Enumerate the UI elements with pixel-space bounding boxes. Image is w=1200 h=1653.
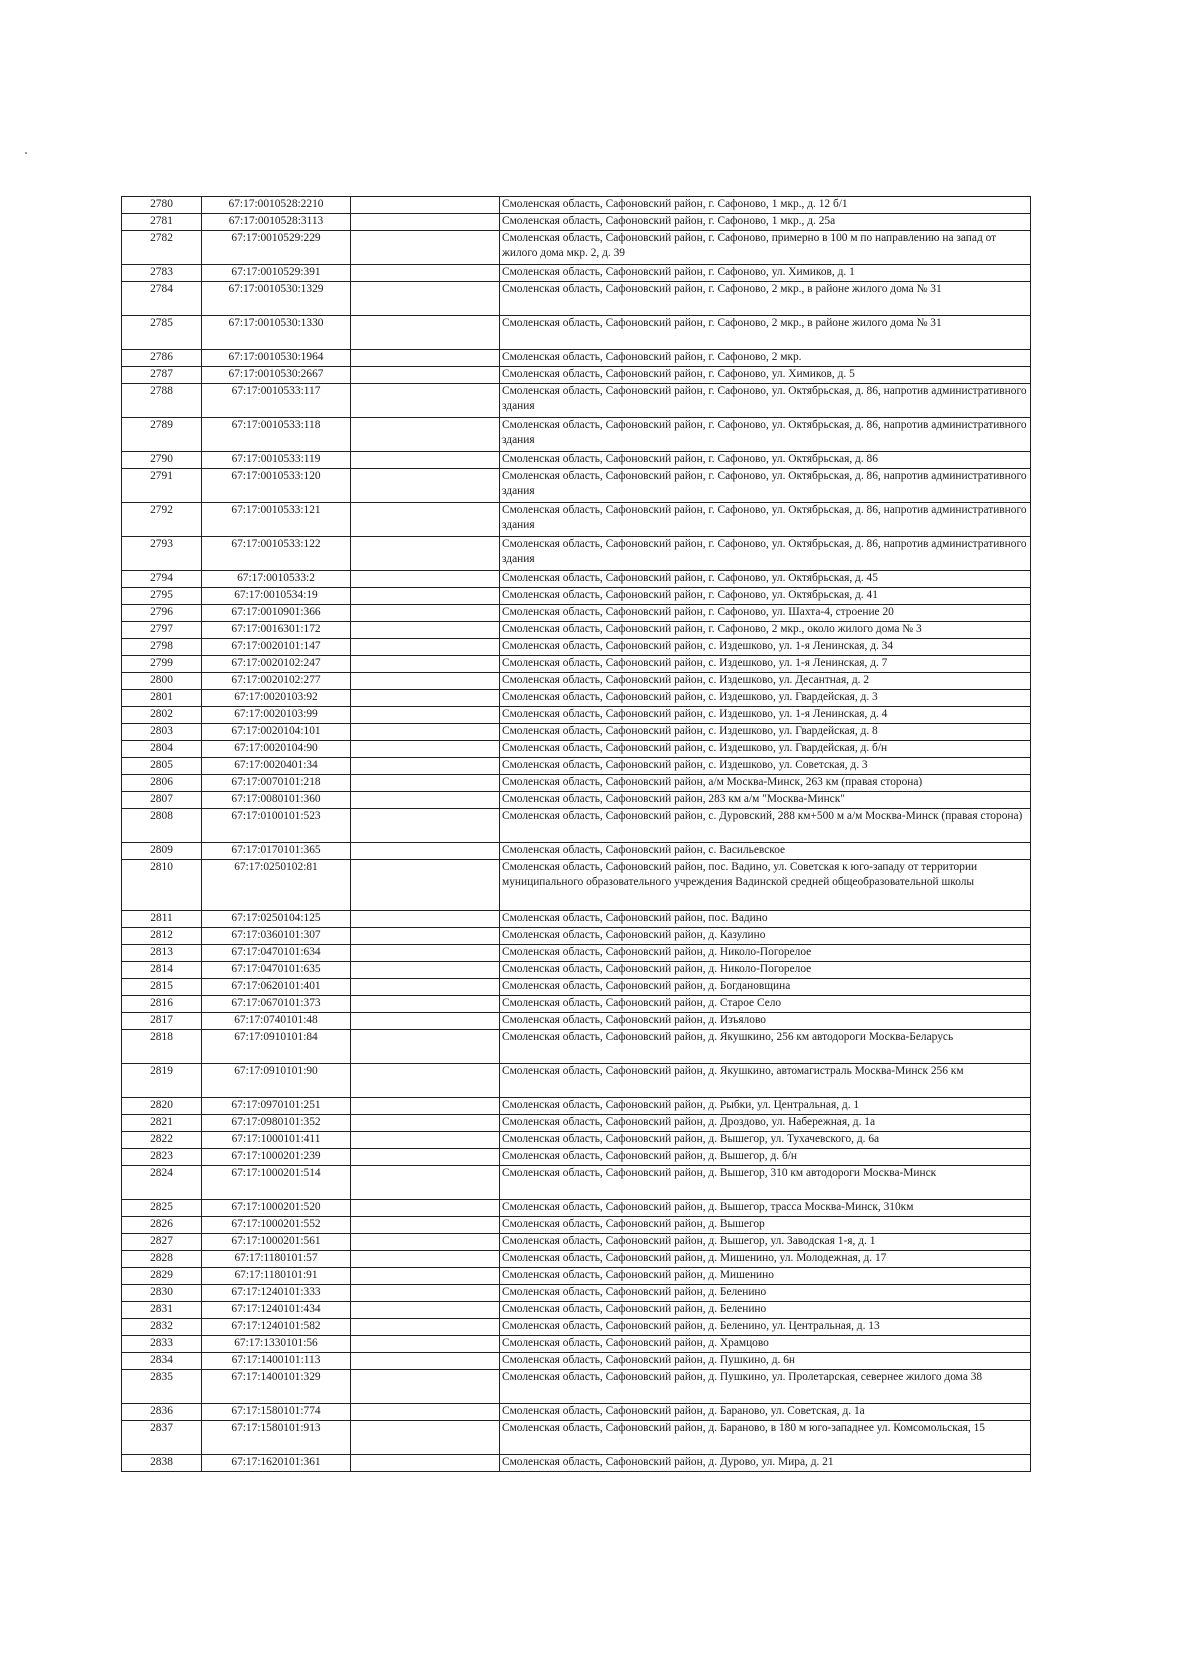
empty-cell — [351, 1302, 500, 1319]
cadastral-number: 67:17:0010529:391 — [202, 265, 351, 282]
cadastral-number: 67:17:1240101:333 — [202, 1285, 351, 1302]
row-number: 2787 — [122, 367, 202, 384]
address-cell: Смоленская область, Сафоновский район, г. Сафоново, 1 мкр., д. 25а — [500, 214, 1031, 231]
table-row — [122, 1064, 1031, 1098]
table-row — [122, 741, 1031, 758]
row-number: 2785 — [122, 316, 202, 350]
empty-cell — [351, 911, 500, 928]
row-number: 2799 — [122, 656, 202, 673]
cadastral-number: 67:17:0010534:19 — [202, 588, 351, 605]
address-cell: Смоленская область, Сафоновский район, д. Беленино — [500, 1302, 1031, 1319]
row-number: 2801 — [122, 690, 202, 707]
address-cell: Смоленская область, Сафоновский район, г. Сафоново, ул. Шахта-4, строение 20 — [500, 605, 1031, 622]
cadastral-number: 67:17:0020401:34 — [202, 758, 351, 775]
row-number: 2803 — [122, 724, 202, 741]
table-row — [122, 1336, 1031, 1353]
row-number: 2822 — [122, 1132, 202, 1149]
empty-cell — [351, 1200, 500, 1217]
cadastral-number: 67:17:1000201:239 — [202, 1149, 351, 1166]
address-cell: Смоленская область, Сафоновский район, г. Сафоново, ул. Октябрьская, д. 86, напротив административного здания — [500, 537, 1031, 571]
table-row — [122, 673, 1031, 690]
cadastral-number: 67:17:0010530:2667 — [202, 367, 351, 384]
cadastral-number: 67:17:0016301:172 — [202, 622, 351, 639]
row-number: 2781 — [122, 214, 202, 231]
address-cell: Смоленская область, Сафоновский район, д. Бараново, в 180 м юго-западнее ул. Комсомольская, 15 — [500, 1421, 1031, 1455]
empty-cell — [351, 1166, 500, 1200]
row-number: 2797 — [122, 622, 202, 639]
cadastral-number: 67:17:0010533:122 — [202, 537, 351, 571]
address-cell: Смоленская область, Сафоновский район, г. Сафоново, ул. Химиков, д. 5 — [500, 367, 1031, 384]
table-row — [122, 809, 1031, 843]
cadastral-number: 67:17:0620101:401 — [202, 979, 351, 996]
row-number: 2833 — [122, 1336, 202, 1353]
cadastral-number: 67:17:0470101:635 — [202, 962, 351, 979]
address-cell: Смоленская область, Сафоновский район, д. Вышегор, д. б/н — [500, 1149, 1031, 1166]
table-row — [122, 503, 1031, 537]
cadastral-number: 67:17:0010533:117 — [202, 384, 351, 418]
table-row — [122, 996, 1031, 1013]
cadastral-number: 67:17:1000201:520 — [202, 1200, 351, 1217]
row-number: 2820 — [122, 1098, 202, 1115]
row-number: 2834 — [122, 1353, 202, 1370]
row-number: 2830 — [122, 1285, 202, 1302]
address-cell: Смоленская область, Сафоновский район, д. Вышегор, ул. Заводская 1-я, д. 1 — [500, 1234, 1031, 1251]
cadastral-number: 67:17:0010533:118 — [202, 418, 351, 452]
cadastral-number: 67:17:0250104:125 — [202, 911, 351, 928]
empty-cell — [351, 197, 500, 214]
row-number: 2806 — [122, 775, 202, 792]
table-row — [122, 758, 1031, 775]
address-cell: Смоленская область, Сафоновский район, д. Николо-Погорелое — [500, 962, 1031, 979]
table-row — [122, 1013, 1031, 1030]
table-row — [122, 962, 1031, 979]
empty-cell — [351, 707, 500, 724]
table-row — [122, 1319, 1031, 1336]
empty-cell — [351, 1353, 500, 1370]
empty-cell — [351, 1251, 500, 1268]
row-number: 2789 — [122, 418, 202, 452]
cadastral-number: 67:17:1400101:113 — [202, 1353, 351, 1370]
address-cell: Смоленская область, Сафоновский район, д. Беленино, ул. Центральная, д. 13 — [500, 1319, 1031, 1336]
table-row — [122, 384, 1031, 418]
cadastral-number: 67:17:0980101:352 — [202, 1115, 351, 1132]
address-cell: Смоленская область, Сафоновский район, д. Дроздово, ул. Набережная, д. 1а — [500, 1115, 1031, 1132]
cadastral-number: 67:17:0910101:90 — [202, 1064, 351, 1098]
table-row — [122, 639, 1031, 656]
row-number: 2790 — [122, 452, 202, 469]
row-number: 2831 — [122, 1302, 202, 1319]
cadastral-number: 67:17:0010528:3113 — [202, 214, 351, 231]
cadastral-number: 67:17:0170101:365 — [202, 843, 351, 860]
empty-cell — [351, 1115, 500, 1132]
empty-cell — [351, 1013, 500, 1030]
empty-cell — [351, 996, 500, 1013]
table-row — [122, 1217, 1031, 1234]
empty-cell — [351, 792, 500, 809]
table-row — [122, 350, 1031, 367]
row-number: 2824 — [122, 1166, 202, 1200]
cadastral-number: 67:17:1000101:411 — [202, 1132, 351, 1149]
table-row — [122, 1030, 1031, 1064]
empty-cell — [351, 962, 500, 979]
row-number: 2786 — [122, 350, 202, 367]
empty-cell — [351, 214, 500, 231]
address-cell: Смоленская область, Сафоновский район, д. Вышегор — [500, 1217, 1031, 1234]
empty-cell — [351, 775, 500, 792]
address-cell: Смоленская область, Сафоновский район, д. Бараново, ул. Советская, д. 1а — [500, 1404, 1031, 1421]
cadastral-number: 67:17:0670101:373 — [202, 996, 351, 1013]
empty-cell — [351, 639, 500, 656]
empty-cell — [351, 860, 500, 911]
row-number: 2838 — [122, 1455, 202, 1472]
cadastral-number: 67:17:0020104:90 — [202, 741, 351, 758]
address-cell: Смоленская область, Сафоновский район, д. Якушкино, 256 км автодороги Москва-Беларусь — [500, 1030, 1031, 1064]
row-number: 2810 — [122, 860, 202, 911]
empty-cell — [351, 724, 500, 741]
row-number: 2825 — [122, 1200, 202, 1217]
address-cell: Смоленская область, Сафоновский район, д. Николо-Погорелое — [500, 945, 1031, 962]
table-row — [122, 1132, 1031, 1149]
address-cell: Смоленская область, Сафоновский район, д. Пушкино, д. 6н — [500, 1353, 1031, 1370]
address-cell: Смоленская область, Сафоновский район, с. Издешково, ул. 1-я Ленинская, д. 4 — [500, 707, 1031, 724]
empty-cell — [351, 384, 500, 418]
address-cell: Смоленская область, Сафоновский район, пос. Вадино — [500, 911, 1031, 928]
row-number: 2800 — [122, 673, 202, 690]
address-cell: Смоленская область, Сафоновский район, д. Пушкино, ул. Пролетарская, севернее жилого дома 38 — [500, 1370, 1031, 1404]
row-number: 2780 — [122, 197, 202, 214]
table-row — [122, 707, 1031, 724]
table-row — [122, 1285, 1031, 1302]
row-number: 2815 — [122, 979, 202, 996]
empty-cell — [351, 1421, 500, 1455]
address-cell: Смоленская область, Сафоновский район, с. Издешково, ул. Советская, д. 3 — [500, 758, 1031, 775]
address-cell: Смоленская область, Сафоновский район, д. Дурово, ул. Мира, д. 21 — [500, 1455, 1031, 1472]
table-row — [122, 1115, 1031, 1132]
table-row — [122, 605, 1031, 622]
address-cell: Смоленская область, Сафоновский район, с. Васильевское — [500, 843, 1031, 860]
row-number: 2795 — [122, 588, 202, 605]
row-number: 2794 — [122, 571, 202, 588]
address-cell: Смоленская область, Сафоновский район, 283 км а/м "Москва-Минск" — [500, 792, 1031, 809]
cadastral-number: 67:17:0020102:247 — [202, 656, 351, 673]
address-cell: Смоленская область, Сафоновский район, г. Сафоново, ул. Химиков, д. 1 — [500, 265, 1031, 282]
table-row — [122, 588, 1031, 605]
cadastral-number: 67:17:0010901:366 — [202, 605, 351, 622]
empty-cell — [351, 537, 500, 571]
empty-cell — [351, 418, 500, 452]
cadastral-number: 67:17:0010528:2210 — [202, 197, 351, 214]
row-number: 2829 — [122, 1268, 202, 1285]
empty-cell — [351, 843, 500, 860]
row-number: 2828 — [122, 1251, 202, 1268]
row-number: 2837 — [122, 1421, 202, 1455]
empty-cell — [351, 469, 500, 503]
row-number: 2804 — [122, 741, 202, 758]
cadastral-number: 67:17:1400101:329 — [202, 1370, 351, 1404]
row-number: 2814 — [122, 962, 202, 979]
row-number: 2813 — [122, 945, 202, 962]
table-row — [122, 367, 1031, 384]
row-number: 2784 — [122, 282, 202, 316]
row-number: 2817 — [122, 1013, 202, 1030]
cadastral-number: 67:17:1000201:561 — [202, 1234, 351, 1251]
register-table-body — [122, 197, 1031, 1472]
table-row — [122, 724, 1031, 741]
cadastral-number: 67:17:1180101:57 — [202, 1251, 351, 1268]
cadastral-number: 67:17:1330101:56 — [202, 1336, 351, 1353]
table-row — [122, 1200, 1031, 1217]
table-row — [122, 1421, 1031, 1455]
row-number: 2823 — [122, 1149, 202, 1166]
empty-cell — [351, 452, 500, 469]
empty-cell — [351, 1149, 500, 1166]
empty-cell — [351, 945, 500, 962]
empty-cell — [351, 1319, 500, 1336]
cadastral-number: 67:17:1000201:514 — [202, 1166, 351, 1200]
row-number: 2826 — [122, 1217, 202, 1234]
table-row — [122, 1404, 1031, 1421]
empty-cell — [351, 673, 500, 690]
empty-cell — [351, 265, 500, 282]
empty-cell — [351, 1132, 500, 1149]
empty-cell — [351, 316, 500, 350]
table-row — [122, 1455, 1031, 1472]
cadastral-number: 67:17:0360101:307 — [202, 928, 351, 945]
cadastral-number: 67:17:1240101:582 — [202, 1319, 351, 1336]
row-number: 2788 — [122, 384, 202, 418]
row-number: 2809 — [122, 843, 202, 860]
empty-cell — [351, 1455, 500, 1472]
address-cell: Смоленская область, Сафоновский район, с. Издешково, ул. Гвардейская, д. б/н — [500, 741, 1031, 758]
table-row — [122, 792, 1031, 809]
row-number: 2793 — [122, 537, 202, 571]
address-cell: Смоленская область, Сафоновский район, пос. Вадино, ул. Советская к юго-западу от территории муниципального образовательного учреждения Вадинской средней общеобразовательной школы — [500, 860, 1031, 911]
cadastral-number: 67:17:0020103:92 — [202, 690, 351, 707]
cadastral-number: 67:17:0010530:1329 — [202, 282, 351, 316]
row-number: 2807 — [122, 792, 202, 809]
cadastral-number: 67:17:0740101:48 — [202, 1013, 351, 1030]
table-row — [122, 418, 1031, 452]
table-row — [122, 656, 1031, 673]
table-row — [122, 622, 1031, 639]
cadastral-number: 67:17:1180101:91 — [202, 1268, 351, 1285]
address-cell: Смоленская область, Сафоновский район, д. Богдановщина — [500, 979, 1031, 996]
empty-cell — [351, 1336, 500, 1353]
empty-cell — [351, 690, 500, 707]
row-number: 2808 — [122, 809, 202, 843]
table-row — [122, 1149, 1031, 1166]
empty-cell — [351, 1234, 500, 1251]
empty-cell — [351, 656, 500, 673]
cadastral-number: 67:17:0020103:99 — [202, 707, 351, 724]
table-row — [122, 843, 1031, 860]
row-number: 2818 — [122, 1030, 202, 1064]
cadastral-number: 67:17:0010533:120 — [202, 469, 351, 503]
address-cell: Смоленская область, Сафоновский район, д. Изъялово — [500, 1013, 1031, 1030]
address-cell: Смоленская область, Сафоновский район, а/м Москва-Минск, 263 км (правая сторона) — [500, 775, 1031, 792]
row-number: 2782 — [122, 231, 202, 265]
table-row — [122, 231, 1031, 265]
table-row — [122, 316, 1031, 350]
row-number: 2783 — [122, 265, 202, 282]
address-cell: Смоленская область, Сафоновский район, с. Издешково, ул. Десантная, д. 2 — [500, 673, 1031, 690]
empty-cell — [351, 367, 500, 384]
empty-cell — [351, 758, 500, 775]
address-cell: Смоленская область, Сафоновский район, г. Сафоново, 1 мкр., д. 12 б/1 — [500, 197, 1031, 214]
table-row — [122, 1370, 1031, 1404]
address-cell: Смоленская область, Сафоновский район, г. Сафоново, ул. Октябрьская, д. 86, напротив административного здания — [500, 384, 1031, 418]
address-cell: Смоленская область, Сафоновский район, г. Сафоново, ул. Октябрьская, д. 41 — [500, 588, 1031, 605]
address-cell: Смоленская область, Сафоновский район, д. Храмцово — [500, 1336, 1031, 1353]
address-cell: Смоленская область, Сафоновский район, г. Сафоново, ул. Октябрьская, д. 45 — [500, 571, 1031, 588]
address-cell: Смоленская область, Сафоновский район, г. Сафоново, 2 мкр. — [500, 350, 1031, 367]
address-cell: Смоленская область, Сафоновский район, д. Якушкино, автомагистраль Москва-Минск 256 км — [500, 1064, 1031, 1098]
table-row — [122, 469, 1031, 503]
table-row — [122, 911, 1031, 928]
table-row — [122, 214, 1031, 231]
empty-cell — [351, 979, 500, 996]
table-row — [122, 197, 1031, 214]
empty-cell — [351, 1098, 500, 1115]
table-row — [122, 1268, 1031, 1285]
row-number: 2792 — [122, 503, 202, 537]
cadastral-number: 67:17:0970101:251 — [202, 1098, 351, 1115]
empty-cell — [351, 622, 500, 639]
address-cell: Смоленская область, Сафоновский район, д. Мишенино — [500, 1268, 1031, 1285]
address-cell: Смоленская область, Сафоновский район, с. Издешково, ул. 1-я Ленинская, д. 34 — [500, 639, 1031, 656]
cadastral-number: 67:17:0080101:360 — [202, 792, 351, 809]
address-cell: Смоленская область, Сафоновский район, д. Вышегор, трасса Москва-Минск, 310км — [500, 1200, 1031, 1217]
cadastral-number: 67:17:1000201:552 — [202, 1217, 351, 1234]
empty-cell — [351, 741, 500, 758]
address-cell: Смоленская область, Сафоновский район, г. Сафоново, 2 мкр., в районе жилого дома № 31 — [500, 282, 1031, 316]
table-row — [122, 945, 1031, 962]
address-cell: Смоленская область, Сафоновский район, д. Беленино — [500, 1285, 1031, 1302]
address-cell: Смоленская область, Сафоновский район, г. Сафоново, примерно в 100 м по направлению на запад от жилого дома мкр. 2, д. 39 — [500, 231, 1031, 265]
cadastral-number: 67:17:0010530:1964 — [202, 350, 351, 367]
row-number: 2805 — [122, 758, 202, 775]
table-row — [122, 1251, 1031, 1268]
address-cell: Смоленская область, Сафоновский район, д. Старое Село — [500, 996, 1031, 1013]
table-row — [122, 1234, 1031, 1251]
cadastral-number: 67:17:0010530:1330 — [202, 316, 351, 350]
address-cell: Смоленская область, Сафоновский район, г. Сафоново, ул. Октябрьская, д. 86, напротив административного здания — [500, 418, 1031, 452]
table-row — [122, 1098, 1031, 1115]
cadastral-number: 67:17:0010533:121 — [202, 503, 351, 537]
cadastral-number: 67:17:1580101:774 — [202, 1404, 351, 1421]
address-cell: Смоленская область, Сафоновский район, д. Рыбки, ул. Центральная, д. 1 — [500, 1098, 1031, 1115]
table-row — [122, 282, 1031, 316]
cadastral-number: 67:17:0010529:229 — [202, 231, 351, 265]
empty-cell — [351, 1370, 500, 1404]
address-cell: Смоленская область, Сафоновский район, с. Издешково, ул. Гвардейская, д. 3 — [500, 690, 1031, 707]
cadastral-number: 67:17:0010533:2 — [202, 571, 351, 588]
row-number: 2791 — [122, 469, 202, 503]
register-table — [121, 196, 1031, 1472]
cadastral-number: 67:17:0070101:218 — [202, 775, 351, 792]
address-cell: Смоленская область, Сафоновский район, с. Дуровский, 288 км+500 м а/м Москва-Минск (правая сторона) — [500, 809, 1031, 843]
empty-cell — [351, 1030, 500, 1064]
address-cell: Смоленская область, Сафоновский район, с. Издешково, ул. 1-я Ленинская, д. 7 — [500, 656, 1031, 673]
empty-cell — [351, 231, 500, 265]
table-row — [122, 1302, 1031, 1319]
address-cell: Смоленская область, Сафоновский район, д. Казулино — [500, 928, 1031, 945]
empty-cell — [351, 928, 500, 945]
cadastral-number: 67:17:1240101:434 — [202, 1302, 351, 1319]
cadastral-number: 67:17:1580101:913 — [202, 1421, 351, 1455]
empty-cell — [351, 605, 500, 622]
address-cell: Смоленская область, Сафоновский район, д. Вышегор, 310 км автодороги Москва-Минск — [500, 1166, 1031, 1200]
empty-cell — [351, 503, 500, 537]
address-cell: Смоленская область, Сафоновский район, с. Издешково, ул. Гвардейская, д. 8 — [500, 724, 1031, 741]
row-number: 2816 — [122, 996, 202, 1013]
table-row — [122, 452, 1031, 469]
cadastral-number: 67:17:0020101:147 — [202, 639, 351, 656]
table-row — [122, 775, 1031, 792]
table-row — [122, 1166, 1031, 1200]
table-row — [122, 860, 1031, 911]
address-cell: Смоленская область, Сафоновский район, г. Сафоново, ул. Октябрьская, д. 86 — [500, 452, 1031, 469]
cadastral-number: 67:17:0010533:119 — [202, 452, 351, 469]
empty-cell — [351, 1064, 500, 1098]
empty-cell — [351, 1217, 500, 1234]
address-cell: Смоленская область, Сафоновский район, г. Сафоново, 2 мкр., около жилого дома № 3 — [500, 622, 1031, 639]
address-cell: Смоленская область, Сафоновский район, г. Сафоново, ул. Октябрьская, д. 86, напротив административного здания — [500, 469, 1031, 503]
row-number: 2812 — [122, 928, 202, 945]
row-number: 2821 — [122, 1115, 202, 1132]
row-number: 2827 — [122, 1234, 202, 1251]
row-number: 2832 — [122, 1319, 202, 1336]
table-row — [122, 979, 1031, 996]
table-row — [122, 537, 1031, 571]
address-cell: Смоленская область, Сафоновский район, д. Вышегор, ул. Тухачевского, д. 6а — [500, 1132, 1031, 1149]
address-cell: Смоленская область, Сафоновский район, д. Мишенино, ул. Молодежная, д. 17 — [500, 1251, 1031, 1268]
cadastral-number: 67:17:1620101:361 — [202, 1455, 351, 1472]
scan-speck — [25, 152, 27, 154]
empty-cell — [351, 588, 500, 605]
table-row — [122, 690, 1031, 707]
cadastral-number: 67:17:0470101:634 — [202, 945, 351, 962]
row-number: 2819 — [122, 1064, 202, 1098]
address-cell: Смоленская область, Сафоновский район, г. Сафоново, 2 мкр., в районе жилого дома № 31 — [500, 316, 1031, 350]
empty-cell — [351, 571, 500, 588]
empty-cell — [351, 1285, 500, 1302]
row-number: 2836 — [122, 1404, 202, 1421]
empty-cell — [351, 809, 500, 843]
cadastral-number: 67:17:0020102:277 — [202, 673, 351, 690]
empty-cell — [351, 350, 500, 367]
table-row — [122, 265, 1031, 282]
cadastral-number: 67:17:0020104:101 — [202, 724, 351, 741]
empty-cell — [351, 1268, 500, 1285]
cadastral-number: 67:17:0910101:84 — [202, 1030, 351, 1064]
cadastral-number: 67:17:0100101:523 — [202, 809, 351, 843]
row-number: 2835 — [122, 1370, 202, 1404]
row-number: 2811 — [122, 911, 202, 928]
row-number: 2796 — [122, 605, 202, 622]
empty-cell — [351, 1404, 500, 1421]
table-row — [122, 1353, 1031, 1370]
row-number: 2802 — [122, 707, 202, 724]
table-row — [122, 928, 1031, 945]
row-number: 2798 — [122, 639, 202, 656]
cadastral-number: 67:17:0250102:81 — [202, 860, 351, 911]
address-cell: Смоленская область, Сафоновский район, г. Сафоново, ул. Октябрьская, д. 86, напротив административного здания — [500, 503, 1031, 537]
table-row — [122, 571, 1031, 588]
empty-cell — [351, 282, 500, 316]
